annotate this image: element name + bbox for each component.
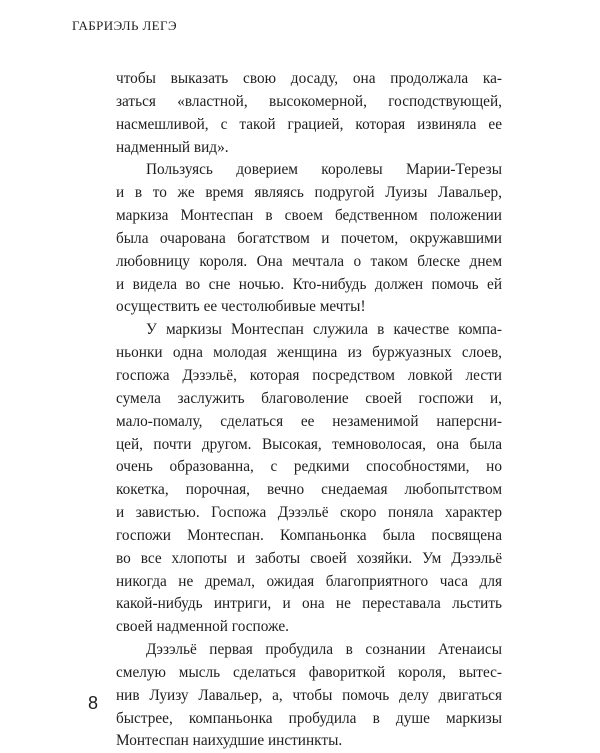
text-line: и завистью. Госпожа Дэзэльё скоро поняла характер	[116, 504, 502, 522]
text-line: госпожи Монтеспан. Компаньонка была посвящена	[116, 526, 502, 544]
paragraph	[116, 159, 502, 319]
body-text	[116, 68, 502, 753]
text-line: надменный вид».	[116, 138, 229, 156]
text-line: нив Луизу Лавальер, а, чтобы помочь делу двигаться	[116, 686, 502, 704]
text-line: чтобы выказать свою досаду, она продолжала ка-	[116, 70, 502, 87]
text-line: заться «властной, высокомерной, господствующей,	[116, 92, 502, 110]
text-line: Монтеспан наихудшие инстинкты.	[116, 732, 343, 750]
text-line: была очарована богатством и почетом, окружавшими	[116, 229, 502, 247]
text-line: смелую мысль сделаться фавориткой короля, вытес-	[116, 663, 502, 681]
text-line: мало-помалу, сделаться ее незаменимой наперсни-	[116, 412, 502, 430]
text-line: быстрее, компаньонка пробудила в душе маркизы	[116, 709, 502, 727]
page-number: 8	[88, 693, 99, 713]
text-line: сумела заслужить благоволение своей госпожи и,	[116, 389, 502, 407]
text-line: осуществить ее честолюбивые мечты!	[116, 298, 366, 316]
text-line: любовницу короля. Она мечтала о таком блеске днем	[116, 252, 502, 270]
text-line: кокетка, порочная, вечно снедаемая любопытством	[116, 481, 502, 499]
text-line: и в то же время являясь подругой Луизы Лавальер,	[116, 184, 502, 202]
text-line: Пользуясь доверием королевы Марии-Терезы	[146, 161, 502, 179]
text-line: У маркизы Монтеспан служила в качестве компа-	[146, 321, 502, 339]
paragraph	[116, 68, 502, 159]
text-line: насмешливой, с такой грацией, которая извиняла ее	[116, 115, 502, 133]
text-line: своей надменной госпоже.	[116, 618, 289, 636]
text-line: во все хлопоты и заботы своей хозяйки. Ум Дэзэльё	[116, 549, 502, 567]
paragraph	[116, 639, 502, 753]
text-line: никогда не дремал, ожидая благоприятного часа для	[116, 572, 502, 590]
text-line: какой-нибудь интриги, и она не переставала льстить	[116, 595, 502, 613]
text-line: госпожа Дэзэльё, которая посредством ловкой лести	[116, 366, 502, 384]
text-line: очень образованна, с редкими способностями, но	[116, 458, 502, 476]
text-line: маркиза Монтеспан в своем бедственном положении	[116, 207, 502, 225]
text-line: и видела во сне ночью. Кто-нибудь должен помочь ей	[116, 275, 502, 293]
text-line: ньонки одна молодая женщина из буржуазных слоев,	[116, 344, 502, 362]
text-line: Дэзэльё первая пробудила в сознании Атенаисы	[146, 641, 502, 659]
text-line: цей, почти другом. Высокая, темноволосая, она была	[116, 435, 502, 453]
paragraph	[116, 319, 502, 639]
running-head: ГАБРИЭЛЬ ЛЕГЭ	[72, 18, 177, 33]
